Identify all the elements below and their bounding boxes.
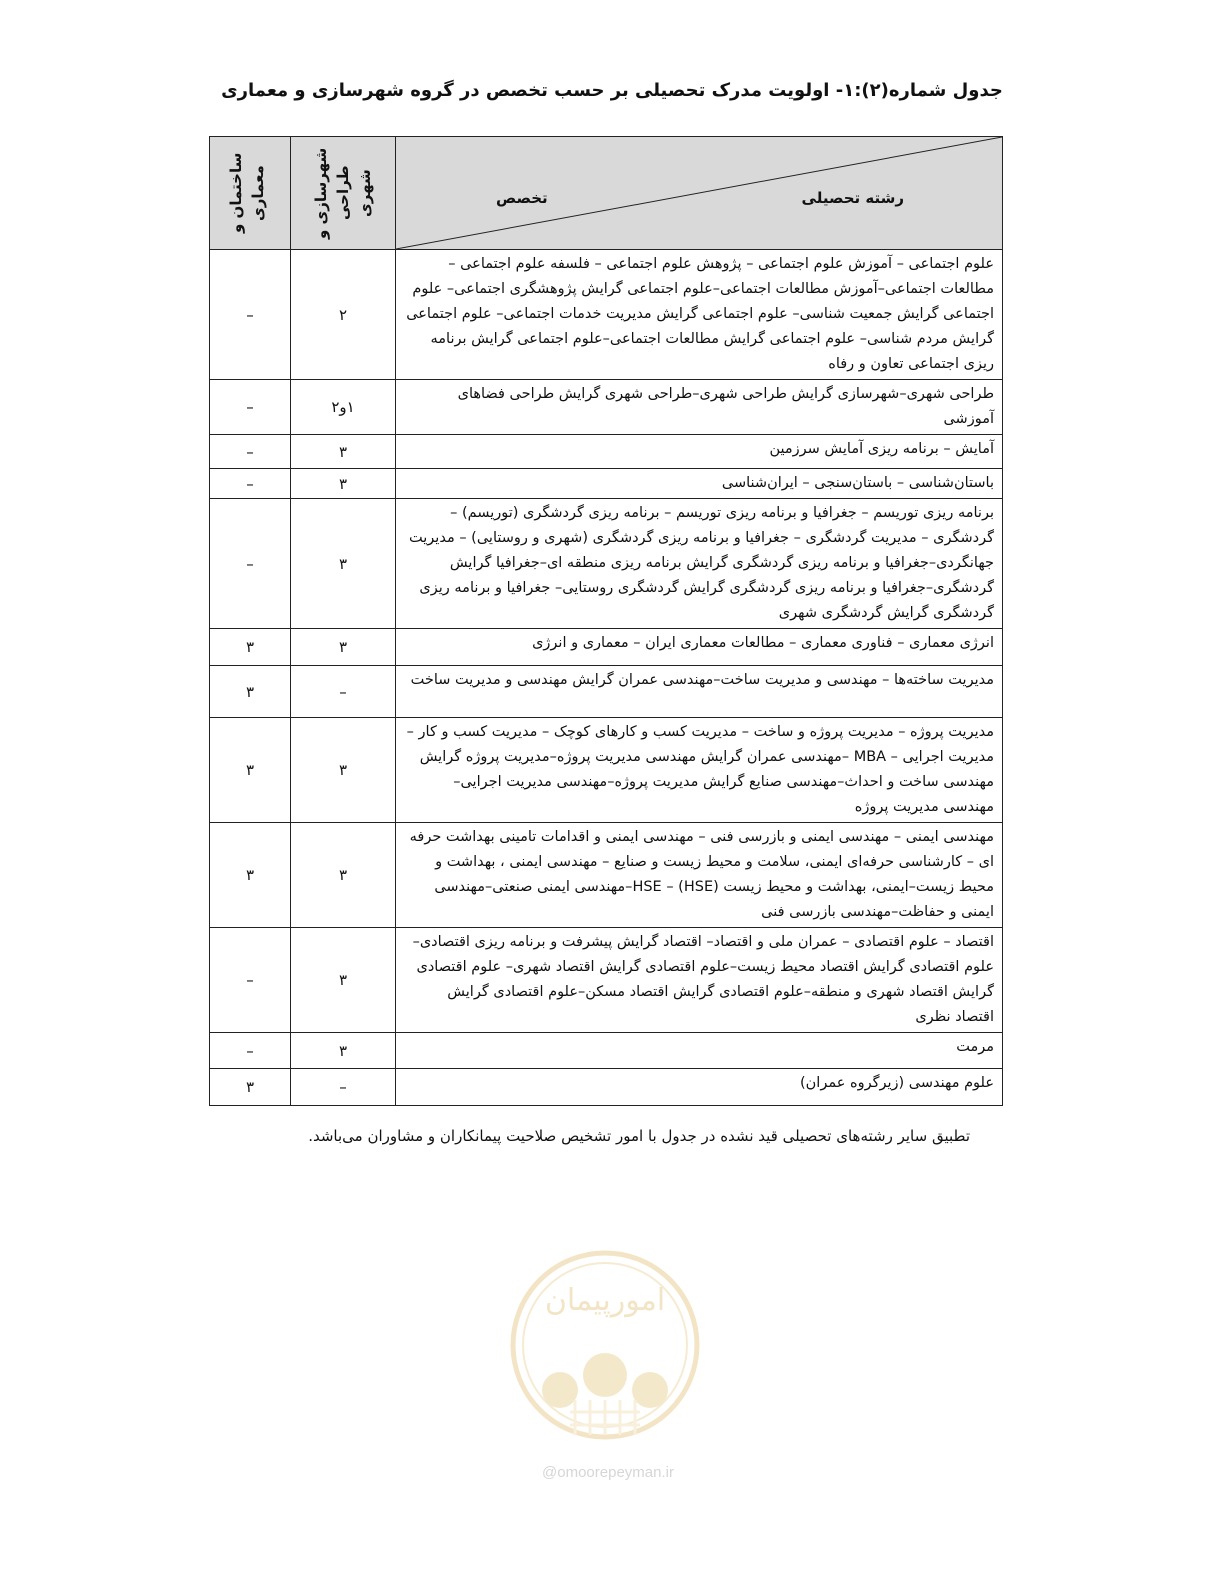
table-row: [210, 435, 1003, 469]
field-cell: آمایش – برنامه ریزی آمایش سرزمین: [396, 435, 1003, 469]
table-row: [210, 250, 1003, 380]
urban-priority-cell: ۳: [291, 629, 396, 666]
urban-priority-cell: ۳: [291, 823, 396, 928]
field-cell: مرمت: [396, 1033, 1003, 1069]
page-title: جدول شماره(۲):۱- اولویت مدرک تحصیلی بر حسب تخصص در گروه شهرسازی و معماری: [221, 80, 1003, 101]
diagonal-line: [396, 137, 1002, 249]
table-row: [210, 718, 1003, 823]
arch-column-header: ساختمان و معماری: [210, 137, 291, 250]
table-row: [210, 380, 1003, 435]
table-row: [210, 928, 1003, 1033]
table-row: [210, 1069, 1003, 1106]
table-row: [210, 469, 1003, 499]
omoorepeyman-logo-icon: [500, 1240, 710, 1490]
arch-priority-cell: –: [210, 469, 291, 499]
urban-priority-cell: ۳: [291, 1033, 396, 1069]
field-cell: اقتصاد – علوم اقتصادی – عمران ملی و اقتصاد– اقتصاد گرایش پیشرفت و برنامه ریزی اقتصادی–علوم اقتصادی گرایش اقتصاد محیط زیست–علوم اقتصادی گرایش اقتصاد شهری– علوم اقتصادی گرایش اقتصاد شهری و منطقه–علوم اقتصادی گرایش اقتصاد مسکن–علوم اقتصادی گرایش اقتصاد نظری: [396, 928, 1003, 1033]
urban-priority-cell: ۳: [291, 499, 396, 629]
arch-priority-cell: –: [210, 380, 291, 435]
table-row: [210, 1033, 1003, 1069]
field-cell: مهندسی ایمنی – مهندسی ایمنی و بازرسی فنی – مهندسی ایمنی و اقدامات تامینی بهداشت حرفه ای – کارشناسی حرفه‌ای ایمنی، سلامت و محیط زیست و صنایع – مهندسی ایمنی ، بهداشت و محیط زیست–ایمنی، بهداشت و محیط زیست (HSE) – HSE–مهندسی ایمنی صنعتی–مهندسی ایمنی و حفاظت–مهندسی بازرسی فنی: [396, 823, 1003, 928]
svg-text:امورپیمان: امورپیمان: [544, 1283, 666, 1318]
field-cell: مدیریت ساخته‌ها – مهندسی و مدیریت ساخت–مهندسی عمران گرایش مهندسی و مدیریت ساخت: [396, 666, 1003, 718]
urban-priority-cell: ۳: [291, 928, 396, 1033]
urban-priority-cell: ۱و۲: [291, 380, 396, 435]
urban-priority-cell: ۳: [291, 718, 396, 823]
arch-priority-cell: ۳: [210, 666, 291, 718]
urban-priority-cell: –: [291, 1069, 396, 1106]
arch-priority-cell: ۳: [210, 1069, 291, 1106]
field-cell: برنامه ریزی توریسم – جغرافیا و برنامه ریزی توریسم – برنامه ریزی گردشگری (توریسم) – گردشگری – مدیریت گردشگری – جغرافیا و برنامه ریزی گردشگری (شهری و روستایی) – مدیریت جهانگردی–جغرافیا و برنامه ریزی گردشگری گرایش برنامه ریزی منطقه ای–جغرافیا گرایش گردشگری–جغرافیا و برنامه ریزی گردشگری گرایش گردشگری روستایی– جغرافیا و برنامه ریزی گردشگری گرایش گردشگری شهری: [396, 499, 1003, 629]
field-cell: علوم مهندسی (زیرگروه عمران): [396, 1069, 1003, 1106]
specialty-column-header: تخصص: [496, 189, 548, 207]
footer-note: تطبیق سایر رشته‌های تحصیلی قید نشده در جدول با امور تشخیص صلاحیت پیمانکاران و مشاوران می‌باشد.: [308, 1127, 970, 1145]
table-row: [210, 666, 1003, 718]
field-column-header: رشته تحصیلی: [801, 189, 904, 207]
table-row: [210, 499, 1003, 629]
field-cell: علوم اجتماعی – آموزش علوم اجتماعی – پژوهش علوم اجتماعی – فلسفه علوم اجتماعی – مطالعات اجتماعی–آموزش مطالعات اجتماعی–علوم اجتماعی گرایش پژوهشگری اجتماعی– علوم اجتماعی گرایش جمعیت شناسی– علوم اجتماعی گرایش مدیریت خدمات اجتماعی– علوم اجتماعی گرایش مردم شناسی– علوم اجتماعی گرایش مطالعات اجتماعی–علوم اجتماعی گرایش برنامه ریزی اجتماعی تعاون و رفاه: [396, 250, 1003, 380]
urban-priority-cell: –: [291, 666, 396, 718]
table-header-row: [210, 137, 1003, 250]
arch-priority-cell: –: [210, 435, 291, 469]
arch-priority-cell: ۳: [210, 629, 291, 666]
urban-priority-cell: ۳: [291, 469, 396, 499]
watermark-url: @omoorepeyman.ir: [542, 1464, 674, 1481]
field-cell: باستان‌شناسی – باستان‌سنجی – ایران‌شناسی: [396, 469, 1003, 499]
arch-priority-cell: –: [210, 1033, 291, 1069]
arch-priority-cell: ۳: [210, 823, 291, 928]
urban-column-header: شهرسازی و طراحی شهری: [291, 137, 396, 250]
field-cell: مدیریت پروژه – مدیریت پروژه و ساخت – مدیریت کسب و کارهای کوچک – مدیریت کسب و کار – مدیریت اجرایی – MBA –مهندسی عمران گرایش مهندسی مدیریت پروژه–مدیریت پروژه گرایش مهندسی ساخت و احداث–مهندسی صنایع گرایش مدیریت پروژه–مهندسی مدیریت اجرایی–مهندسی مدیریت پروژه: [396, 718, 1003, 823]
header-diagonal-cell: [396, 137, 1003, 250]
field-cell: انرژی معماری – فناوری معماری – مطالعات معماری ایران – معماری و انرژی: [396, 629, 1003, 666]
arch-priority-cell: –: [210, 250, 291, 380]
table-row: [210, 629, 1003, 666]
urban-priority-cell: ۲: [291, 250, 396, 380]
specialty-table: [209, 136, 1003, 1106]
arch-priority-cell: –: [210, 499, 291, 629]
table-row: [210, 823, 1003, 928]
field-cell: طراحی شهری–شهرسازی گرایش طراحی شهری–طراحی شهری گرایش طراحی فضاهای آموزشی: [396, 380, 1003, 435]
urban-priority-cell: ۳: [291, 435, 396, 469]
arch-priority-cell: –: [210, 928, 291, 1033]
arch-priority-cell: ۳: [210, 718, 291, 823]
